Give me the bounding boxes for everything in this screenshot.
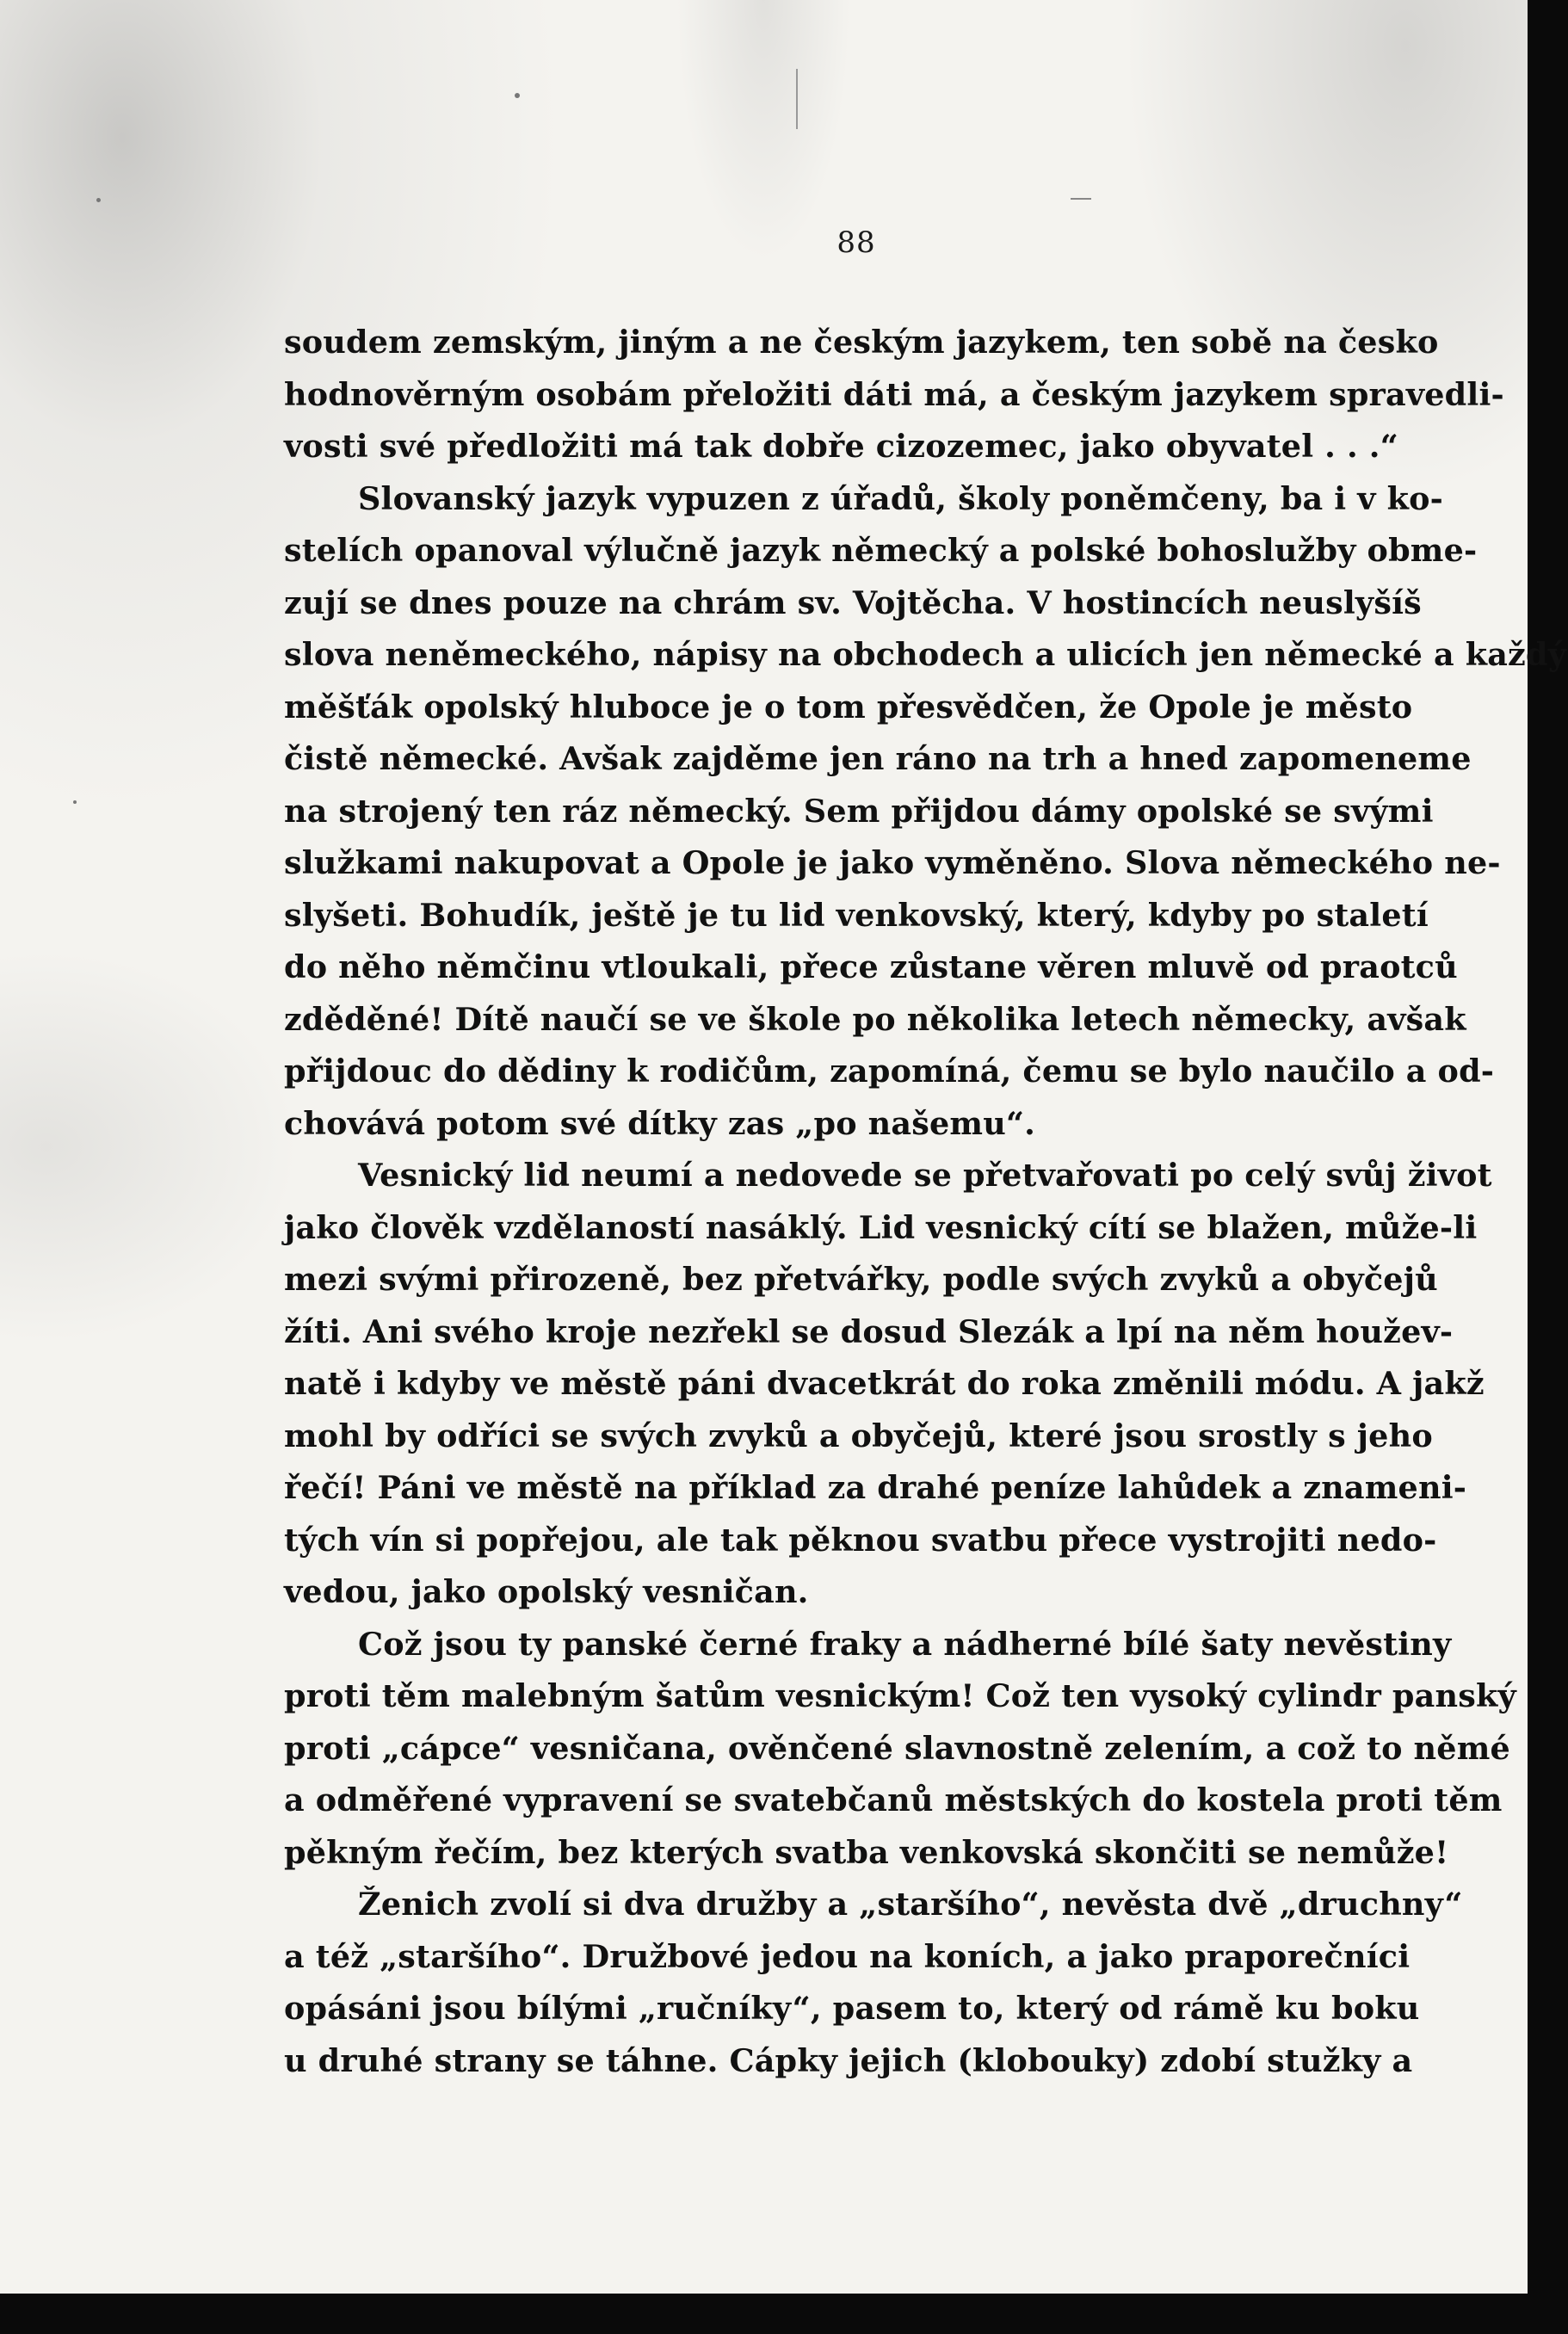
scan-artifact-dash <box>1071 198 1091 200</box>
text-line: chovává potom své dítky zas „po našemu“. <box>284 1104 1036 1142</box>
text-line: měšťák opolský hluboce je o tom přesvědčen, že Opole je město <box>284 688 1413 726</box>
text-line: vedou, jako opolský vesničan. <box>284 1573 809 1610</box>
text-line: slyšeti. Bohudík, ještě je tu lid venkovský, který, kdyby po staletí <box>284 896 1429 934</box>
text-line: vosti své předložiti má tak dobře cizozemec, jako obyvatel . . .“ <box>284 428 1398 465</box>
text-line: přijdouc do dědiny k rodičům, zapomíná, čemu se bylo naučilo a od- <box>284 1053 1495 1090</box>
text-line: a odměřené vypravení se svatebčanů městských do kostela proti těm <box>284 1781 1503 1818</box>
text-line: mohl by odříci se svých zvyků a obyčejů, které jsou srostly s jeho <box>284 1417 1433 1454</box>
text-line: soudem zemským, jiným a ne českým jazykem, ten sobě na česko <box>284 324 1439 361</box>
text-line: zděděné! Dítě naučí se ve škole po několika letech německy, avšak <box>284 1000 1466 1038</box>
text-line: čistě německé. Avšak zajděme jen ráno na trh a hned zapomeneme <box>284 740 1472 777</box>
page-number: 88 <box>836 225 876 260</box>
text-line: jako člověk vzdělaností nasáklý. Lid vesnický cítí se blažen, může-li <box>284 1208 1478 1246</box>
text-line: u druhé strany se táhne. Cápky jejich (klobouky) zdobí stužky a <box>284 2041 1413 2079</box>
scan-speck <box>515 93 520 98</box>
text-line: tých vín si popřejou, ale tak pěknou svatbu přece vystrojiti nedo- <box>284 1521 1437 1559</box>
text-line: Vesnický lid neumí a nedovede se přetvařovati po celý svůj život <box>358 1157 1492 1194</box>
text-line: zují se dnes pouze na chrám sv. Vojtěcha. V hostincích neuslyšíš <box>284 584 1422 621</box>
text-line: stelích opanoval výlučně jazyk německý a polské bohoslužby obme- <box>284 532 1478 569</box>
text-line: pěkným řečím, bez kterých svatba venkovská skončiti se nemůže! <box>284 1833 1449 1871</box>
text-line: opásáni jsou bílými „ručníky“, pasem to, který od rámě ku boku <box>284 1990 1420 2027</box>
text-line: do něho němčinu vtloukali, přece zůstane věren mluvě od praotců <box>284 948 1458 985</box>
text-line: a též „staršího“. Družbové jedou na koních, a jako praporečníci <box>284 1937 1411 1975</box>
text-line: slova neněmeckého, nápisy na obchodech a ulicích jen německé a každý <box>284 636 1567 673</box>
body-text <box>284 317 1567 2087</box>
text-line: Slovanský jazyk vypuzen z úřadů, školy poněmčeny, ba i v ko- <box>358 479 1443 517</box>
text-line: žíti. Ani svého kroje nezřekl se dosud Slezák a lpí na něm houžev- <box>284 1312 1454 1350</box>
text-line: služkami nakupovat a Opole je jako vyměněno. Slova německého ne- <box>284 844 1501 881</box>
text-line: Což jsou ty panské černé fraky a nádherné bílé šaty nevěstiny <box>358 1625 1452 1663</box>
text-line: řečí! Páni ve městě na příklad za drahé peníze lahůdek a znameni- <box>284 1469 1467 1506</box>
text-line: mezi svými přirozeně, bez přetvářky, podle svých zvyků a obyčejů <box>284 1261 1438 1298</box>
scan-artifact-line <box>796 69 798 129</box>
text-line: hodnověrným osobám přeložiti dáti má, a českým jazykem spravedli- <box>284 375 1504 413</box>
scan-speck <box>73 800 77 804</box>
scan-speck <box>96 198 101 202</box>
text-line: proti „cápce“ vesničana, ověnčené slavnostně zelením, a což to němé <box>284 1729 1510 1767</box>
text-line: proti těm malebným šatům vesnickým! Což ten vysoký cylindr panský <box>284 1677 1516 1714</box>
text-line: Ženich zvolí si dva družby a „staršího“, nevěsta dvě „druchny“ <box>358 1886 1463 1923</box>
text-line: na strojený ten ráz německý. Sem přijdou dámy opolské se svými <box>284 792 1434 830</box>
text-line: natě i kdyby ve městě páni dvacetkrát do roka změnili módu. A jakž <box>284 1365 1485 1402</box>
